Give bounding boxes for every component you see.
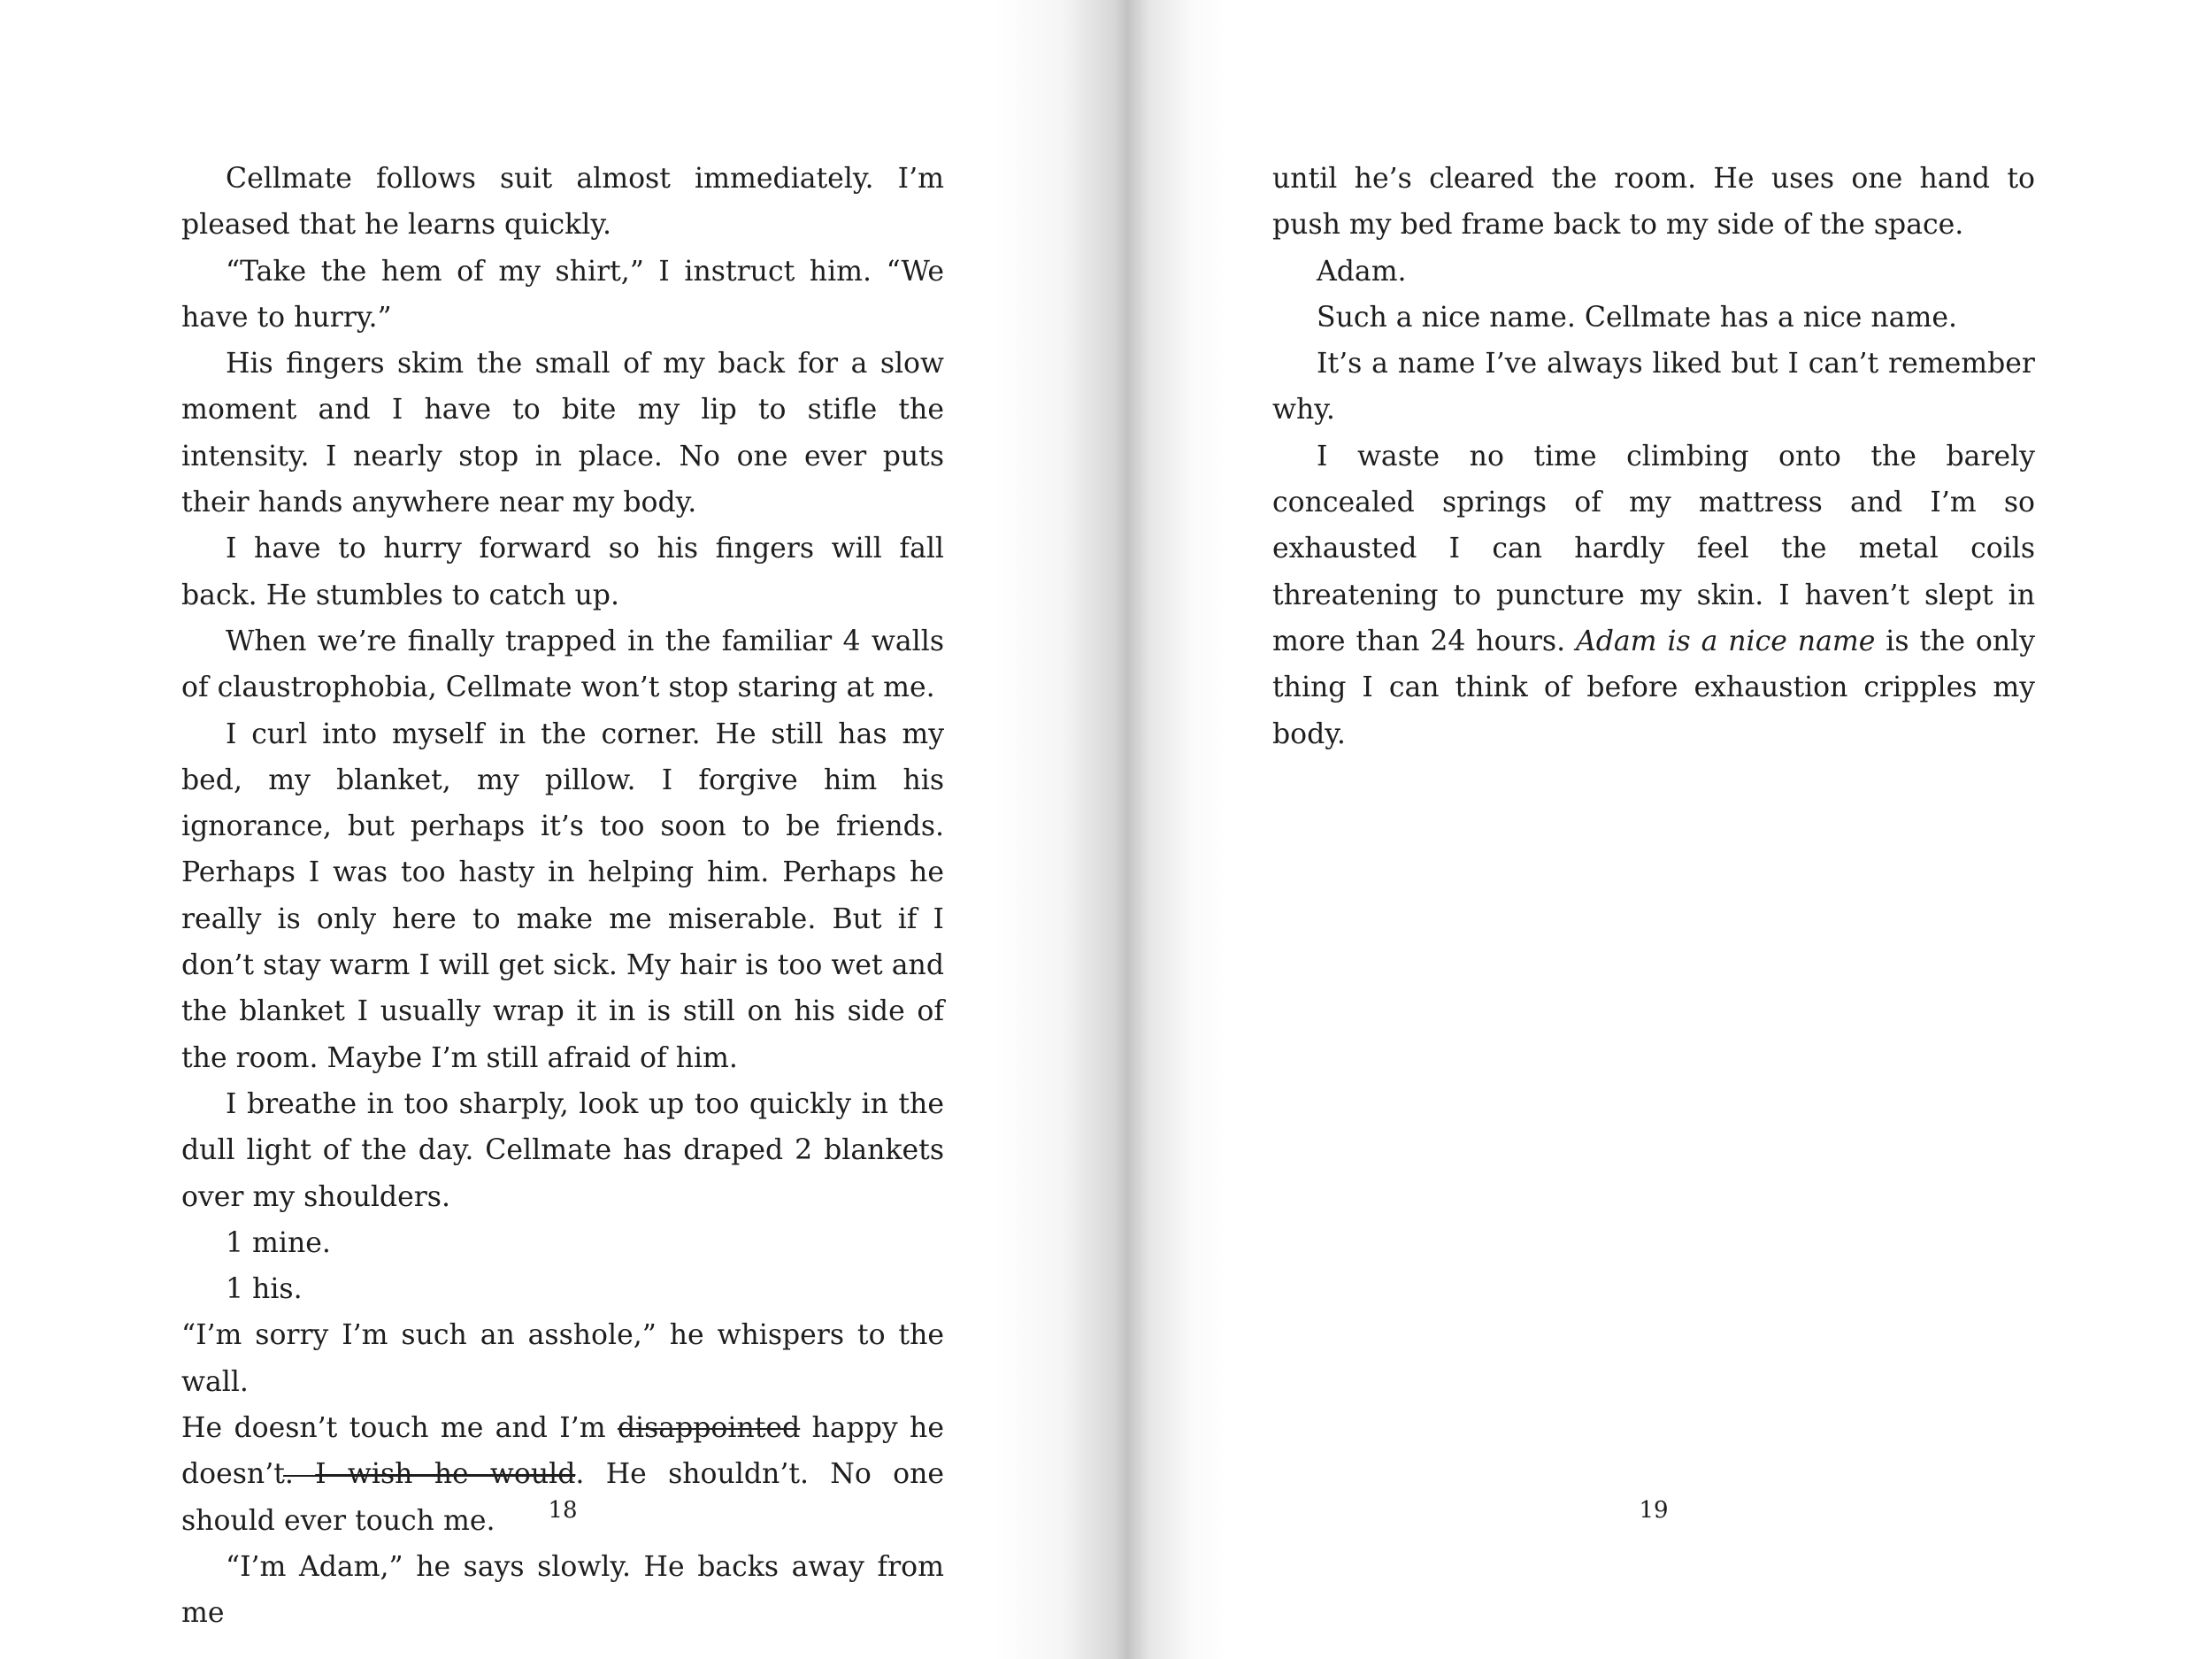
italic-phrase: Adam is a nice name (1575, 625, 1876, 657)
struck-word-disappointed: disappointed (617, 1412, 801, 1445)
page-number: 18 (548, 1497, 578, 1524)
paragraph: It’s a name I’ve always liked but I can’t remember why. (1272, 348, 2035, 426)
right-page (1115, 0, 2212, 1659)
paragraph (1272, 434, 2035, 757)
paragraph: “Take the hem of my shirt,” I instruct him. “We have to hurry.” (181, 255, 944, 334)
struck-paragraph-end: . He shouldn’t. No one should ever touch me. (181, 1458, 945, 1537)
paragraph: 1 his. (226, 1273, 303, 1306)
paragraph-text: I waste no time climbing onto the barely concealed springs of my mattress and I’m so exhausted I can hardly feel the metal coils threatening to puncture my skin. I haven’t slept in more than 24 hours. (1272, 440, 2035, 657)
left-page-text (181, 156, 944, 1637)
paragraph: 1 mine. (226, 1226, 331, 1259)
paragraph: I curl into myself in the corner. He still has my bed, my blanket, my pillow. I forgive him his ignorance, but perhaps it’s too soon to be friends. Perhaps I was too hasty in helping him. Perhaps he really is only here to make me miserable. But if I don’t stay warm I will get sick. My hair is too wet and the blanket I usually wrap it in is still on his side of the room. Maybe I’m still afraid of him. (181, 718, 944, 1074)
page-number: 19 (1639, 1497, 1669, 1524)
struck-phrase-wish: I wish he would (315, 1458, 576, 1491)
paragraph-final: “I’m Adam,” he says slowly. He backs away from me (181, 1550, 944, 1630)
paragraph: Such a nice name. Cellmate has a nice name. (1317, 301, 1958, 334)
struck-paragraph-start: He doesn’t touch me and I’m (181, 1412, 618, 1445)
paragraph-continued: until he’s cleared the room. He uses one hand to push my bed frame back to my side of the space. (1272, 163, 2035, 242)
paragraph: I breathe in too sharply, look up too quickly in the dull light of the day. Cellmate has draped 2 blankets over my shoulders. (181, 1087, 944, 1213)
struck-paragraph-middle: happy he doesn’t. (181, 1412, 944, 1491)
left-page (0, 0, 1097, 1659)
paragraph: Adam. (1317, 255, 1407, 288)
right-page-text (1272, 156, 2035, 757)
paragraph: Cellmate follows suit almost immediately. I’m pleased that he learns quickly. (181, 163, 944, 242)
paragraph: When we’re finally trapped in the familiar 4 walls of claustrophobia, Cellmate won’t stop staring at me. (181, 625, 944, 704)
paragraph-text-end: is the only thing I can think of before exhaustion cripples my body. (1272, 625, 2035, 750)
paragraph: His fingers skim the small of my back for a slow moment and I have to bite my lip to stifle the intensity. I nearly stop in place. No one ever puts their hands anywhere near my body. (181, 348, 944, 519)
paragraph: I have to hurry forward so his fingers will fall back. He stumbles to catch up. (181, 533, 944, 611)
paragraph: “I’m sorry I’m such an asshole,” he whispers to the wall. (181, 1319, 944, 1398)
